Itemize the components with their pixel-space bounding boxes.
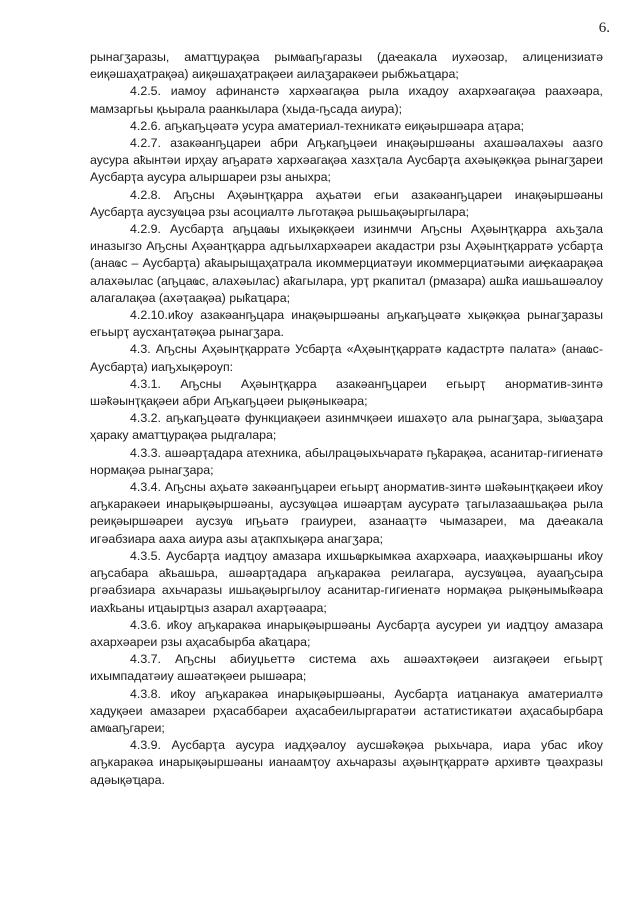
paragraph-4-2-8: 4.2.8. Аҧсны Аҳәынҭқарра аҳьатәи егьи азакәанҧцареи инақәыршәаны Аусбарҭа аусзуҩцәа рзы асоциалтә льготақәа рышьақәыргылара;	[90, 187, 603, 219]
paragraph-4-3-6: 4.3.6. иҟоу аҧкаракәа инарықәыршәаны Аусбарҭа аусуреи уи иадҵоу амазара ахархәареи рзы аҳасабырба аҟаҵара;	[90, 617, 603, 649]
paragraph-4-3-8: 4.3.8. иҟоу аҧкаракәа инарықәыршәаны, Аусбарҭа иаҵанакуа аматериалтә хадуқәеи амазареи рҳасаббареи аҳасабеилыргаратәи астатистикатәи аҳасабырбара амҩаҧгареи;	[90, 686, 603, 735]
paragraph-4-2-6: 4.2.6. аҧкаҧцәатә усура аматериал-техникатә еиқәыршәара аҭара;	[130, 118, 525, 133]
paragraph-4-2-7: 4.2.7. азакәанҧцареи абри Аҧкаҧцәеи инақәыршәаны ахашәалахәы аазго аусура аҟынтәи ирҳау аҧаратә хархәагақәа хазхҭала Аусбарҭа ахәықәкқәа рынагӡареи Аусбарҭа аусура алыршареи рзы аныхра;	[90, 136, 603, 185]
paragraph-4-3-2: 4.3.2. аҧкаҧцәатә функциақәеи азинмчқәеи ишахәҭо ала рынагӡара, зыҩаӡара ҳараку аматҵурақәа рыдгалара;	[90, 411, 603, 443]
paragraph-4-2-10: 4.2.10.иҟоу азакәанҧцара инақәыршәаны аҧкаҧцәатә хықәкқәа рынагӡаразы егьырҭ аусханҭатәқәа рынагӡара.	[90, 308, 603, 340]
paragraph-4-3-7: 4.3.7. Аҧсны абиуџьеттә система ахь ашәахтәқәеи аизгақәеи егьырҭ ихымпадатәиу ашәатәқәеи рышәара;	[90, 652, 603, 684]
paragraph-4-3-4: 4.3.4. Аҧсны аҳьатә закәанҧцареи егьырҭ анорматив-зинтә шәҟәынҭқақәеи иҟоу аҧкаракәеи инарықәыршәаны, аусзуҩцәа ишәарҭам аусуратә ҭагылазаашьақәа рыла реиқәыршәареи аусзуҩ иҧьатә граиуреи, азанааҭтә чымазареи, ма даҽакала игәабзиара ааха аиура азы аҭакпхықәра анагӡара;	[90, 480, 603, 546]
paragraph-4-3-9: 4.3.9. Аусбарҭа аусура иадҳәалоу аусшәҟәқәа рыхьчара, иара убас иҟоу аҧкаракәа инарықәыршәаны ианаамҭоу ахьчаразы аҳәынҭқарратә архивтә ҵәахразы адәықәҵара.	[90, 738, 603, 787]
paragraph-4-2-9: 4.2.9. Аусбарҭа аҧцаҩы ихықәкқәеи изинмчи Аҧсны Аҳәынҭқарра ахьӡала иназыгзо Аҧсны Аҳәанҭқарра адгьылхархәареи акадастри рзы Аҳәынҭқарратә усбарҭа (анаҩс – Аусбарҭа) аҟаырыщаҳатрала икоммерциатәуи икоммерциатәыми аиҿкаарақәа алахәылас (аҧцаҩс, алахәылас) аҟагылара, урҭ ркапитал (рмазара) ашҟа иашьашәалоу алагалақәа (ахәҭаақәа) рыҟаҵара;	[90, 222, 603, 305]
paragraph-4-3-3: 4.3.3. ашәарҭадара атехника, абылрацәыхьчаратә ҧҟарақәа, асанитар-гигиенатә нормақәа рынагӡара;	[90, 445, 603, 477]
page-number: 6.	[598, 20, 610, 36]
paragraph-4-3-5: 4.3.5. Аусбарҭа иадҵоу амазара ихшьҩркымкәа ахархәара, иааҳкәыршаны иҟоу аҧсабара аҟьашьра, ашәарҭадара аҧкаракәа реилагара, аусзуҩцәа, ауааҧсыра ргәабзиара ахьчаразы ишьақәыргылоу асанитар-гигиенатә нормақәа рықәнымыҟәара иахҟьаны иҵаырҵыз азарал ахарҭәаара;	[90, 548, 603, 615]
paragraph-continuation: рынагӡаразы, аматҵурақәа рымҩаҧгаразы (даҽакала иухәозар, алиценизиатә еиқәшаҳатрақәа) аиқәшаҳатрақәеи аилаӡаракәеи рыбжьаҵара;	[90, 50, 603, 82]
document-body	[90, 49, 603, 789]
paragraph-4-2-5: 4.2.5. иамоу афинанстә хархәагақәа рыла ихадоу ахархәагақәа раахәара, мамзаргьы қьырала раанкылара (хыда-ҧсада аиура);	[90, 84, 603, 116]
paragraph-4-3-1: 4.3.1. Аҧсны Аҳәынҭқарра азакәанҧцареи егьырҭ анорматив-зинтә шәҟәынҭқақәеи абри Аҧкаҧцәеи рықәныкәара;	[90, 376, 603, 409]
paragraph-4-3: 4.3. Аҧсны Аҳәынҭқарратә Усбарҭа «Аҳәынҭқарратә кадастртә палата» (анаҩс-Аусбарҭа) иаҧхықәроуп:	[90, 342, 603, 374]
